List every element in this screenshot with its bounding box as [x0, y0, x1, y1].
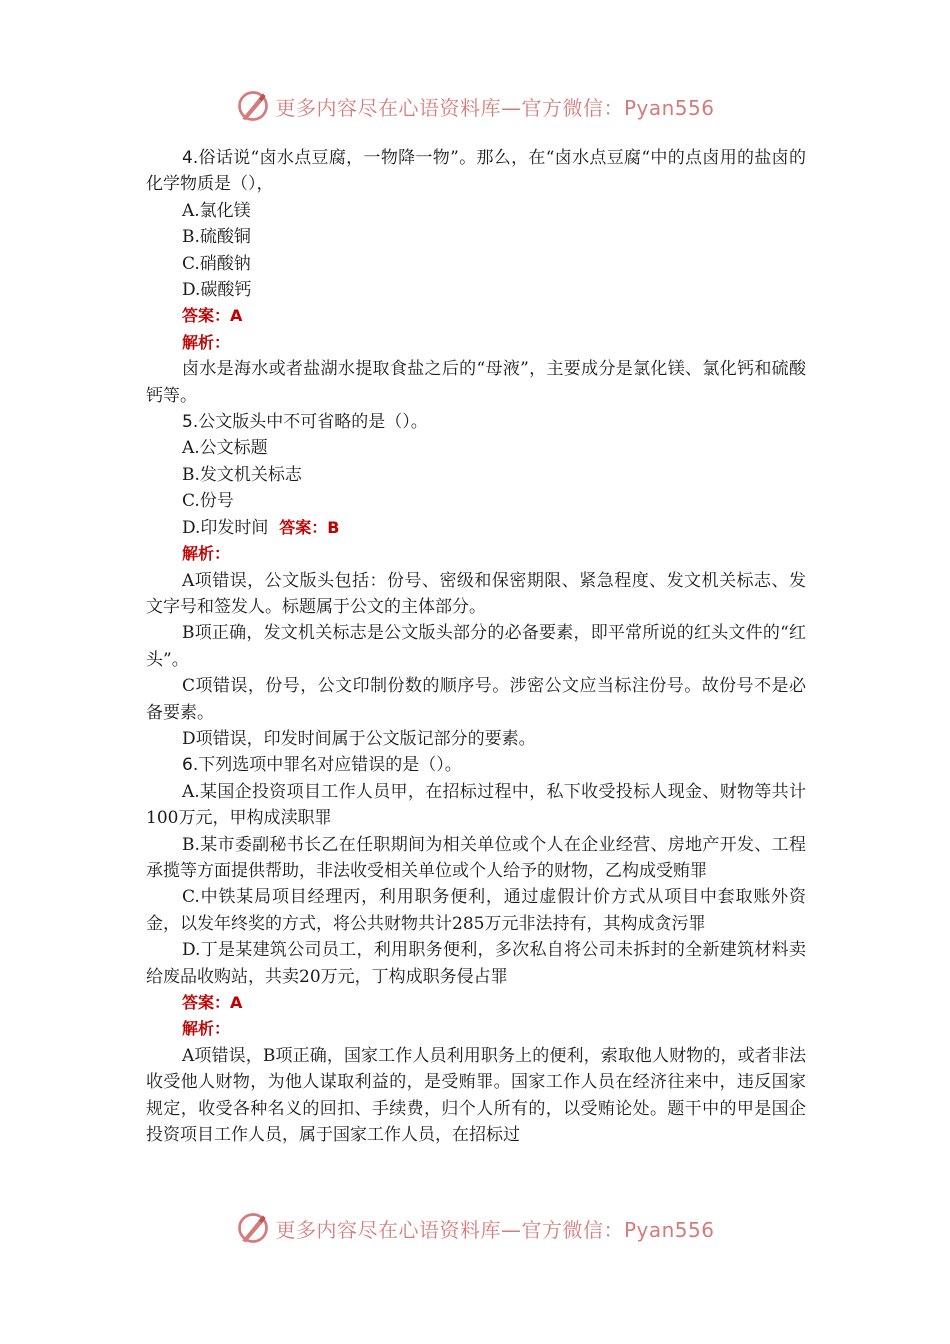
question-5-option-b: B.发文机关标志	[182, 464, 302, 485]
question-5-option-c: C.份号	[182, 491, 234, 512]
question-4-analysis-label: 解析：	[182, 332, 231, 352]
question-6-analysis-label: 解析：	[182, 1019, 231, 1039]
question-6-stem: 6.下列选项中罪名对应错误的是（）。	[182, 755, 462, 776]
question-6-option-b: B.某市委副秘书长乙在任职期间为相关单位或个人在企业经营、房地产开发、工程承揽等方面提供帮助，非法收受相关单位或个人给予的财物，乙构成受贿罪	[146, 834, 806, 881]
question-4-option-c: C.硝酸钠	[182, 253, 251, 274]
question-4-option-a: A.氯化镁	[182, 200, 251, 221]
question-5-analysis-4: D项错误，印发时间属于公文版记部分的要素。	[182, 728, 536, 749]
question-5-stem: 5.公文版头中不可省略的是（）。	[182, 412, 428, 433]
question-5-option-a: A.公文标题	[182, 438, 268, 459]
banner-text: 更多内容尽在心语资料库—官方微信：Pyan556	[275, 95, 715, 120]
question-4-stem: 4.俗话说“卤水点豆腐，一物降一物”。那么，在“卤水点豆腐“中的点卤用的盐卤的化学物质是（），	[146, 148, 806, 195]
question-5-analysis-label: 解析：	[182, 544, 231, 564]
header-banner	[0, 84, 950, 128]
pen-logo-icon	[235, 88, 271, 124]
footer-banner	[0, 1206, 950, 1250]
pen-logo-icon	[235, 1210, 271, 1246]
question-4-option-b: B.硫酸铜	[182, 227, 251, 248]
question-4-analysis: 卤水是海水或者盐湖水提取食盐之后的“母液”，主要成分是氯化镁、氯化钙和硫酸钙等。	[146, 359, 806, 406]
question-5-analysis-3: C项错误，份号，公文印制份数的顺序号。涉密公文应当标注份号。故份号不是必备要素。	[146, 676, 806, 723]
question-6-option-d: D.丁是某建筑公司员工，利用职务便利，多次私自将公司未拆封的全新建筑材料卖给废品收购站，共卖20万元，丁构成职务侵占罪	[146, 940, 806, 987]
document-body	[146, 145, 806, 1148]
question-4-option-d: D.碳酸钙	[182, 280, 252, 301]
question-6-option-c: C.中铁某局项目经理丙，利用职务便利，通过虚假计价方式从项目中套取账外资金，以发年终奖的方式，将公共财物共计285万元非法持有，其构成贪污罪	[146, 887, 806, 934]
question-5-analysis-1: A项错误，公文版头包括：份号、密级和保密期限、紧急程度、发文机关标志、发文字号和签发人。标题属于公文的主体部分。	[146, 570, 806, 617]
banner-text: 更多内容尽在心语资料库—官方微信：Pyan556	[275, 1217, 715, 1242]
question-6-analysis-1: A项错误，B项正确，国家工作人员利用职务上的便利，索取他人财物的，或者非法收受他人财物，为他人谋取利益的，是受贿罪。国家工作人员在经济往来中，违反国家规定，收受各种名义的回扣、手续费，归个人所有的，以受贿论处。题干中的甲是国企投资项目工作人员，属于国家工作人员，在招标过	[146, 1045, 806, 1146]
question-6-option-a: A.某国企投资项目工作人员甲，在招标过程中，私下收受投标人现金、财物等共计100万元，甲构成渎职罪	[146, 781, 806, 829]
question-5-answer: 答案：B	[279, 517, 340, 537]
question-5-option-d: D.印发时间 答案：B	[182, 517, 340, 538]
question-6-answer: 答案：A	[182, 993, 243, 1012]
question-4-answer: 答案：A	[182, 306, 243, 326]
question-5-analysis-2: B项正确，发文机关标志是公文版头部分的必备要素，即平常所说的红头文件的“红头”。	[146, 623, 806, 670]
